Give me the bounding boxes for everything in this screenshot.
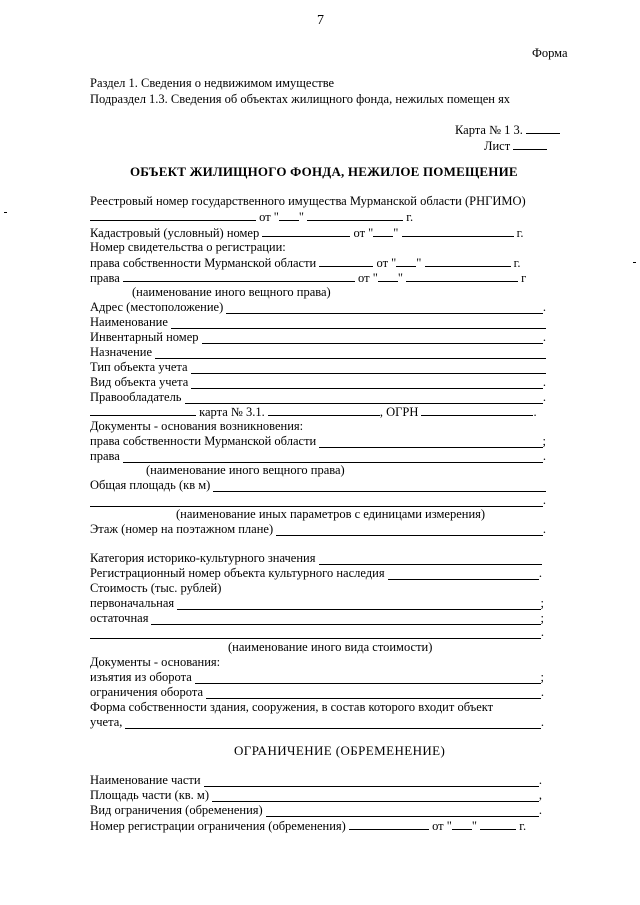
semicolon: ; <box>540 596 544 610</box>
dot: . <box>542 330 546 344</box>
restriction-day-field[interactable] <box>452 818 472 830</box>
docs-ownership-row <box>90 434 546 448</box>
total-area-field[interactable] <box>213 480 546 492</box>
registry-month-field[interactable] <box>307 209 403 221</box>
address-field[interactable] <box>226 302 543 314</box>
sheet-number-field[interactable] <box>513 138 547 150</box>
from-label: от " <box>353 226 374 240</box>
name-row <box>90 315 546 329</box>
name-label: Наименование <box>90 315 168 329</box>
heritage-reg-label: Регистрационный номер объекта культурного наследия <box>90 566 385 580</box>
sheet-number <box>484 138 547 153</box>
dot: . <box>538 773 542 787</box>
restriction-turnover-field[interactable] <box>206 687 541 699</box>
cadastral-number-field[interactable] <box>262 225 350 237</box>
other-cost-field[interactable] <box>90 627 541 639</box>
quote-mark: " <box>393 226 399 240</box>
quote-mark: " <box>298 210 305 224</box>
ownership-form-field[interactable] <box>125 717 541 729</box>
docs-basis-origin-label: Документы - основания возникновения: <box>90 419 304 433</box>
ownership-murmansk-row <box>90 255 520 270</box>
total-area-label: Общая площадь (кв м) <box>90 478 211 492</box>
sheet-label: Лист <box>484 139 511 153</box>
registry-number-field[interactable] <box>90 209 256 221</box>
ownership-cert-field[interactable] <box>319 255 373 267</box>
card-number <box>455 122 560 137</box>
comma: , <box>538 788 542 802</box>
accounting-type-field[interactable] <box>191 362 546 374</box>
withdrawal-row <box>90 670 544 684</box>
ogrn-field[interactable] <box>421 404 533 416</box>
rights-month-field[interactable] <box>406 270 518 282</box>
restriction-turnover-row <box>90 685 544 699</box>
ownership-form-label: Форма собственности здания, сооружения, в состав которого входит объект <box>90 700 494 714</box>
rightholder-label: Правообладатель <box>90 390 182 404</box>
address-row <box>90 300 546 314</box>
year-label: г. <box>519 819 527 833</box>
card-31-row <box>90 404 537 419</box>
inventory-row <box>90 330 546 344</box>
dot: . <box>540 715 544 729</box>
from-label: от " <box>259 210 279 224</box>
rights-cert-field[interactable] <box>123 270 355 282</box>
card-31-number-field[interactable] <box>268 404 380 416</box>
total-area-row <box>90 478 546 492</box>
dot: . <box>542 493 546 507</box>
dot: . <box>542 522 546 536</box>
dot: . <box>542 375 546 389</box>
residual-cost-field[interactable] <box>151 613 540 625</box>
ownership-label: права собственности Мурманской области <box>90 434 317 448</box>
floor-row <box>90 522 546 536</box>
dot: . <box>542 390 546 404</box>
quote-mark: " <box>416 256 422 270</box>
year-label: г. <box>513 256 521 270</box>
restriction-reg-row <box>90 818 526 833</box>
initial-cost-field[interactable] <box>177 598 540 610</box>
cadastral-day-field[interactable] <box>373 225 393 237</box>
cost-label: Стоимость (тыс. рублей) <box>90 581 222 595</box>
purpose-label: Назначение <box>90 345 153 359</box>
historic-category-field[interactable] <box>319 553 543 565</box>
part-name-label: Наименование части <box>90 773 201 787</box>
restriction-month-field[interactable] <box>480 818 516 830</box>
dot: . <box>542 449 546 463</box>
address-label: Адрес (местоположение) <box>90 300 224 314</box>
purpose-row <box>90 345 546 359</box>
other-cost-line <box>90 625 544 639</box>
heritage-reg-field[interactable] <box>388 568 539 580</box>
restriction-turnover-label: ограничения оборота <box>90 685 204 699</box>
semicolon: ; <box>542 434 546 448</box>
quote-mark: " <box>397 271 403 285</box>
name-field[interactable] <box>171 317 546 329</box>
section-heading: Раздел 1. Сведения о недвижимом имуществе <box>90 76 335 90</box>
part-name-row <box>90 773 542 787</box>
dot: . <box>538 566 542 580</box>
floor-field[interactable] <box>276 524 543 536</box>
other-params-line <box>90 493 546 507</box>
year-label: г <box>521 271 527 285</box>
restriction-kind-field[interactable] <box>266 805 539 817</box>
other-right-caption: (наименование иного вещного права) <box>132 285 331 299</box>
docs-ownership-field[interactable] <box>319 436 542 448</box>
scan-mark <box>633 262 636 263</box>
dot: . <box>538 803 542 817</box>
part-area-field[interactable] <box>212 790 539 802</box>
restriction-kind-row <box>90 803 542 817</box>
cadastral-month-field[interactable] <box>402 225 514 237</box>
withdrawal-label: изъятия из оборота <box>90 670 192 684</box>
part-area-label: Площадь части (кв. м) <box>90 788 209 802</box>
accounting-type-label: Тип объекта учета <box>90 360 188 374</box>
inventory-field[interactable] <box>202 332 543 344</box>
other-params-caption: (наименование иных параметров с единицами измерения) <box>176 507 486 521</box>
dot: . <box>540 685 544 699</box>
other-cost-caption: (наименование иного вида стоимости) <box>228 640 433 654</box>
card-31-label: карта № 3.1. <box>199 405 265 419</box>
accounting-kind-field[interactable] <box>191 377 543 389</box>
docs-rights-row <box>90 449 546 463</box>
scan-mark <box>4 212 7 213</box>
historic-category-row <box>90 551 542 565</box>
dot: . <box>540 625 544 639</box>
registry-number-row <box>90 209 413 224</box>
initial-cost-row <box>90 596 544 610</box>
semicolon: ; <box>540 670 544 684</box>
ownership-month-field[interactable] <box>425 255 511 267</box>
restriction-reg-number-field[interactable] <box>349 818 429 830</box>
residual-cost-row <box>90 611 544 625</box>
historic-category-label: Категория историко-культурного значения <box>90 551 316 565</box>
page-title: ОБЪЕКТ ЖИЛИЩНОГО ФОНДА, НЕЖИЛОЕ ПОМЕЩЕНИЕ <box>130 164 518 179</box>
rights-label: права <box>90 271 120 285</box>
accounting-kind-row <box>90 375 546 389</box>
subsection-heading: Подраздел 1.3. Сведения об объектах жилищного фонда, нежилых помещен ях <box>90 92 511 106</box>
rights-day-field[interactable] <box>378 270 398 282</box>
accounting-row <box>90 715 544 729</box>
ownership-label: права собственности Мурманской области <box>90 256 317 270</box>
inventory-label: Инвентарный номер <box>90 330 199 344</box>
dot: . <box>533 405 537 419</box>
dot: . <box>542 300 546 314</box>
docs-rights-field[interactable] <box>123 451 543 463</box>
rightholder-row <box>90 390 546 404</box>
card-number-field[interactable] <box>526 122 560 134</box>
page-number: 7 <box>317 13 324 28</box>
encumbrance-title: ОГРАНИЧЕНИЕ (ОБРЕМЕНЕНИЕ) <box>234 743 446 758</box>
form-label: Форма <box>532 46 568 60</box>
year-label: г. <box>516 226 524 240</box>
quote-mark: " <box>471 819 477 833</box>
cadastral-label: Кадастровый (условный) номер <box>90 226 260 240</box>
card-label: Карта № 1 3. <box>455 123 523 137</box>
docs-basis-label: Документы - основания: <box>90 655 221 669</box>
cert-number-label: Номер свидетельства о регистрации: <box>90 240 286 254</box>
purpose-field[interactable] <box>155 347 546 359</box>
residual-cost-label: остаточная <box>90 611 149 625</box>
floor-label: Этаж (номер на поэтажном плане) <box>90 522 274 536</box>
other-params-field[interactable] <box>90 495 543 507</box>
ownership-day-field[interactable] <box>396 255 416 267</box>
other-right-caption-2: (наименование иного вещного права) <box>146 463 345 477</box>
year-label: г. <box>406 210 414 224</box>
accounting-type-row <box>90 360 546 374</box>
from-label: от " <box>376 256 397 270</box>
rights-row <box>90 270 526 285</box>
restriction-kind-label: Вид ограничения (обременения) <box>90 803 263 817</box>
ogrn-label: , ОГРН <box>379 405 419 419</box>
part-name-field[interactable] <box>204 775 539 787</box>
restriction-reg-label: Номер регистрации ограничения (обременения) <box>90 819 346 833</box>
rightholder-field[interactable] <box>185 392 543 404</box>
registry-day-field[interactable] <box>279 209 299 221</box>
accounting-label: учета, <box>90 715 123 729</box>
registry-number-label: Реестровый номер государственного имущества Мурманской области (РНГИМО) <box>90 194 526 208</box>
initial-cost-label: первоначальная <box>90 596 175 610</box>
rightholder-name-field[interactable] <box>90 404 196 416</box>
heritage-reg-row <box>90 566 542 580</box>
from-label: от " <box>358 271 378 285</box>
rights-label: права <box>90 449 120 463</box>
cadastral-row <box>90 225 523 240</box>
from-label: от " <box>432 819 452 833</box>
withdrawal-field[interactable] <box>195 672 541 684</box>
semicolon: ; <box>540 611 544 625</box>
accounting-kind-label: Вид объекта учета <box>90 375 189 389</box>
part-area-row <box>90 788 542 802</box>
